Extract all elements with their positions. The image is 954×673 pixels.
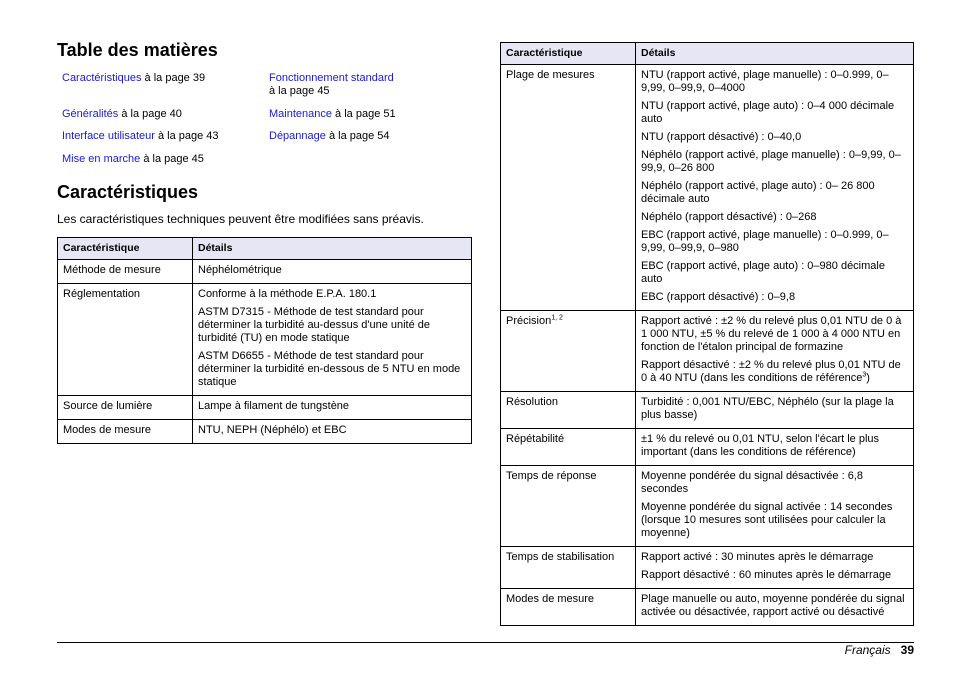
toc-entry <box>62 108 262 121</box>
toc-title: Table des matières <box>57 40 218 60</box>
toc-entry <box>269 108 469 121</box>
row-details <box>193 284 472 396</box>
row-label: Réglementation <box>58 284 193 396</box>
detail-text: Moyenne pondérée du signal activée : 14 secondes (lorsque 10 mesures sont utilisées pour calculer la moyenne) <box>641 501 893 539</box>
row-label: Répétabilité <box>501 429 636 466</box>
toc-link-maintenance[interactable]: Maintenance <box>269 108 332 120</box>
detail-text: NTU, NEPH (Néphélo) et EBC <box>198 424 347 436</box>
toc-entry <box>62 72 262 85</box>
row-details <box>636 311 914 392</box>
detail-text: Lampe à filament de tungstène <box>198 400 350 412</box>
toc-page-ref: à la page 40 <box>118 108 182 120</box>
specifications-table-right <box>500 42 914 626</box>
detail-text: Néphélo (rapport désactivé) : 0–268 <box>641 211 817 223</box>
toc-link-fonctionnement-standard[interactable]: Fonctionnement standard <box>269 72 394 84</box>
page-number: 39 <box>900 643 914 657</box>
left-column <box>57 40 472 444</box>
toc-entry <box>269 130 469 143</box>
detail-text: Moyenne pondérée du signal désactivée : 6,8 secondes <box>641 470 863 495</box>
detail-text: Turbidité : 0,001 NTU/EBC, Néphélo (sur la plage la plus basse) <box>641 396 894 421</box>
toc-page-ref: à la page 45 <box>269 85 330 97</box>
table-row <box>58 260 472 284</box>
right-column <box>500 42 914 626</box>
table-header-row <box>58 238 472 260</box>
toc-page-ref: à la page 51 <box>332 108 396 120</box>
detail-text: Néphélo (rapport activé, plage auto) : 0– 26 800 décimale auto <box>641 180 875 205</box>
column-header: Détails <box>636 43 914 65</box>
row-label: Modes de mesure <box>501 589 636 626</box>
row-label: Résolution <box>501 392 636 429</box>
column-header: Caractéristique <box>501 43 636 65</box>
detail-text: ASTM D7315 - Méthode de test standard pour déterminer la turbidité au-dessus d'une unité de turbidité (TU) en mode statique <box>198 306 431 344</box>
specifications-table-left <box>57 237 472 444</box>
row-label: Temps de stabilisation <box>501 547 636 589</box>
row-label: Plage de mesures <box>501 65 636 311</box>
row-details <box>636 392 914 429</box>
detail-text-main: Rapport désactivé : ±2 % du relevé plus 0,01 NTU de 0 à 40 NTU (dans les conditions de référence <box>641 359 901 384</box>
row-label: Source de lumière <box>58 396 193 420</box>
row-details <box>636 466 914 547</box>
table-row <box>501 589 914 626</box>
detail-text: Rapport activé : 30 minutes après le démarrage <box>641 551 874 563</box>
section-intro: Les caractéristiques techniques peuvent être modifiées sans préavis. <box>57 212 424 226</box>
toc-page-ref: à la page 43 <box>154 130 219 142</box>
table-row <box>501 311 914 392</box>
row-details <box>193 260 472 284</box>
toc-link-depannage[interactable]: Dépannage <box>269 130 326 142</box>
toc-link-generalites[interactable]: Généralités <box>62 108 119 120</box>
table-of-contents <box>57 72 472 182</box>
detail-text <box>641 359 908 385</box>
toc-link-caracteristiques[interactable]: Caractéristiques <box>62 72 142 84</box>
detail-text: Plage manuelle ou auto, moyenne pondérée du signal activée ou désactivée, rapport activé ou désactivé <box>641 593 905 618</box>
toc-page-ref: à la page 54 <box>325 130 390 142</box>
footnote-marker: 1, 2 <box>551 314 563 322</box>
table-row <box>58 284 472 396</box>
row-details <box>636 429 914 466</box>
toc-page-ref: à la page 39 <box>141 72 206 84</box>
detail-text: EBC (rapport activé, plage manuelle) : 0–0.999, 0–9,99, 0–99,9, 0–980 <box>641 229 889 254</box>
detail-text-end: ) <box>866 372 870 384</box>
row-details <box>636 547 914 589</box>
row-details <box>636 589 914 626</box>
detail-text: Conforme à la méthode E.P.A. 180.1 <box>198 288 377 300</box>
detail-text: Néphélométrique <box>198 264 282 276</box>
table-row <box>501 65 914 311</box>
detail-text: EBC (rapport activé, plage auto) : 0–980 décimale auto <box>641 260 885 285</box>
detail-text: Rapport désactivé : 60 minutes après le démarrage <box>641 569 892 581</box>
footnote-marker: 3 <box>862 371 867 379</box>
detail-text: EBC (rapport désactivé) : 0–9,8 <box>641 291 796 303</box>
table-row <box>501 466 914 547</box>
column-header: Détails <box>193 238 472 260</box>
toc-entry <box>62 153 262 166</box>
page-footer <box>845 643 914 657</box>
detail-text: Rapport activé : ±2 % du relevé plus 0,01 NTU de 0 à 1 000 NTU, ±5 % du relevé de 1 000 à 4 000 NTU en fonction de l'étalon principal de formazine <box>641 315 902 353</box>
detail-text: NTU (rapport activé, plage auto) : 0–4 000 décimale auto <box>641 100 895 125</box>
toc-page-ref: à la page 45 <box>140 153 204 165</box>
table-row <box>501 429 914 466</box>
table-row <box>501 547 914 589</box>
detail-text: Néphélo (rapport activé, plage manuelle) : 0–9,99, 0–99,9, 0–26 800 <box>641 149 901 174</box>
row-details <box>193 396 472 420</box>
detail-text: ASTM D6655 - Méthode de test standard pour déterminer la turbidité en-dessous de 5 NTU en mode statique <box>198 350 461 388</box>
detail-text: NTU (rapport activé, plage manuelle) : 0–0.999, 0–9,99, 0–99,9, 0–4000 <box>641 69 889 94</box>
table-row <box>501 392 914 429</box>
label-text: Précision <box>506 315 552 327</box>
detail-text: NTU (rapport désactivé) : 0–40,0 <box>641 131 802 143</box>
row-details <box>193 420 472 444</box>
row-label <box>501 311 636 392</box>
table-row <box>58 396 472 420</box>
row-details <box>636 65 914 311</box>
toc-link-interface-utilisateur[interactable]: Interface utilisateur <box>62 130 155 142</box>
toc-link-mise-en-marche[interactable]: Mise en marche <box>62 153 141 165</box>
row-label: Méthode de mesure <box>58 260 193 284</box>
detail-text: ±1 % du relevé ou 0,01 NTU, selon l'écart le plus important (dans les conditions de référence) <box>641 433 880 458</box>
footer-language: Français <box>844 643 891 657</box>
column-header: Caractéristique <box>58 238 193 260</box>
row-label: Temps de réponse <box>501 466 636 547</box>
toc-entry <box>62 130 262 143</box>
section-title: Caractéristiques <box>57 182 199 202</box>
row-label: Modes de mesure <box>58 420 193 444</box>
table-header-row <box>501 43 914 65</box>
footer-divider <box>57 642 914 643</box>
toc-entry <box>269 72 469 98</box>
table-row <box>58 420 472 444</box>
